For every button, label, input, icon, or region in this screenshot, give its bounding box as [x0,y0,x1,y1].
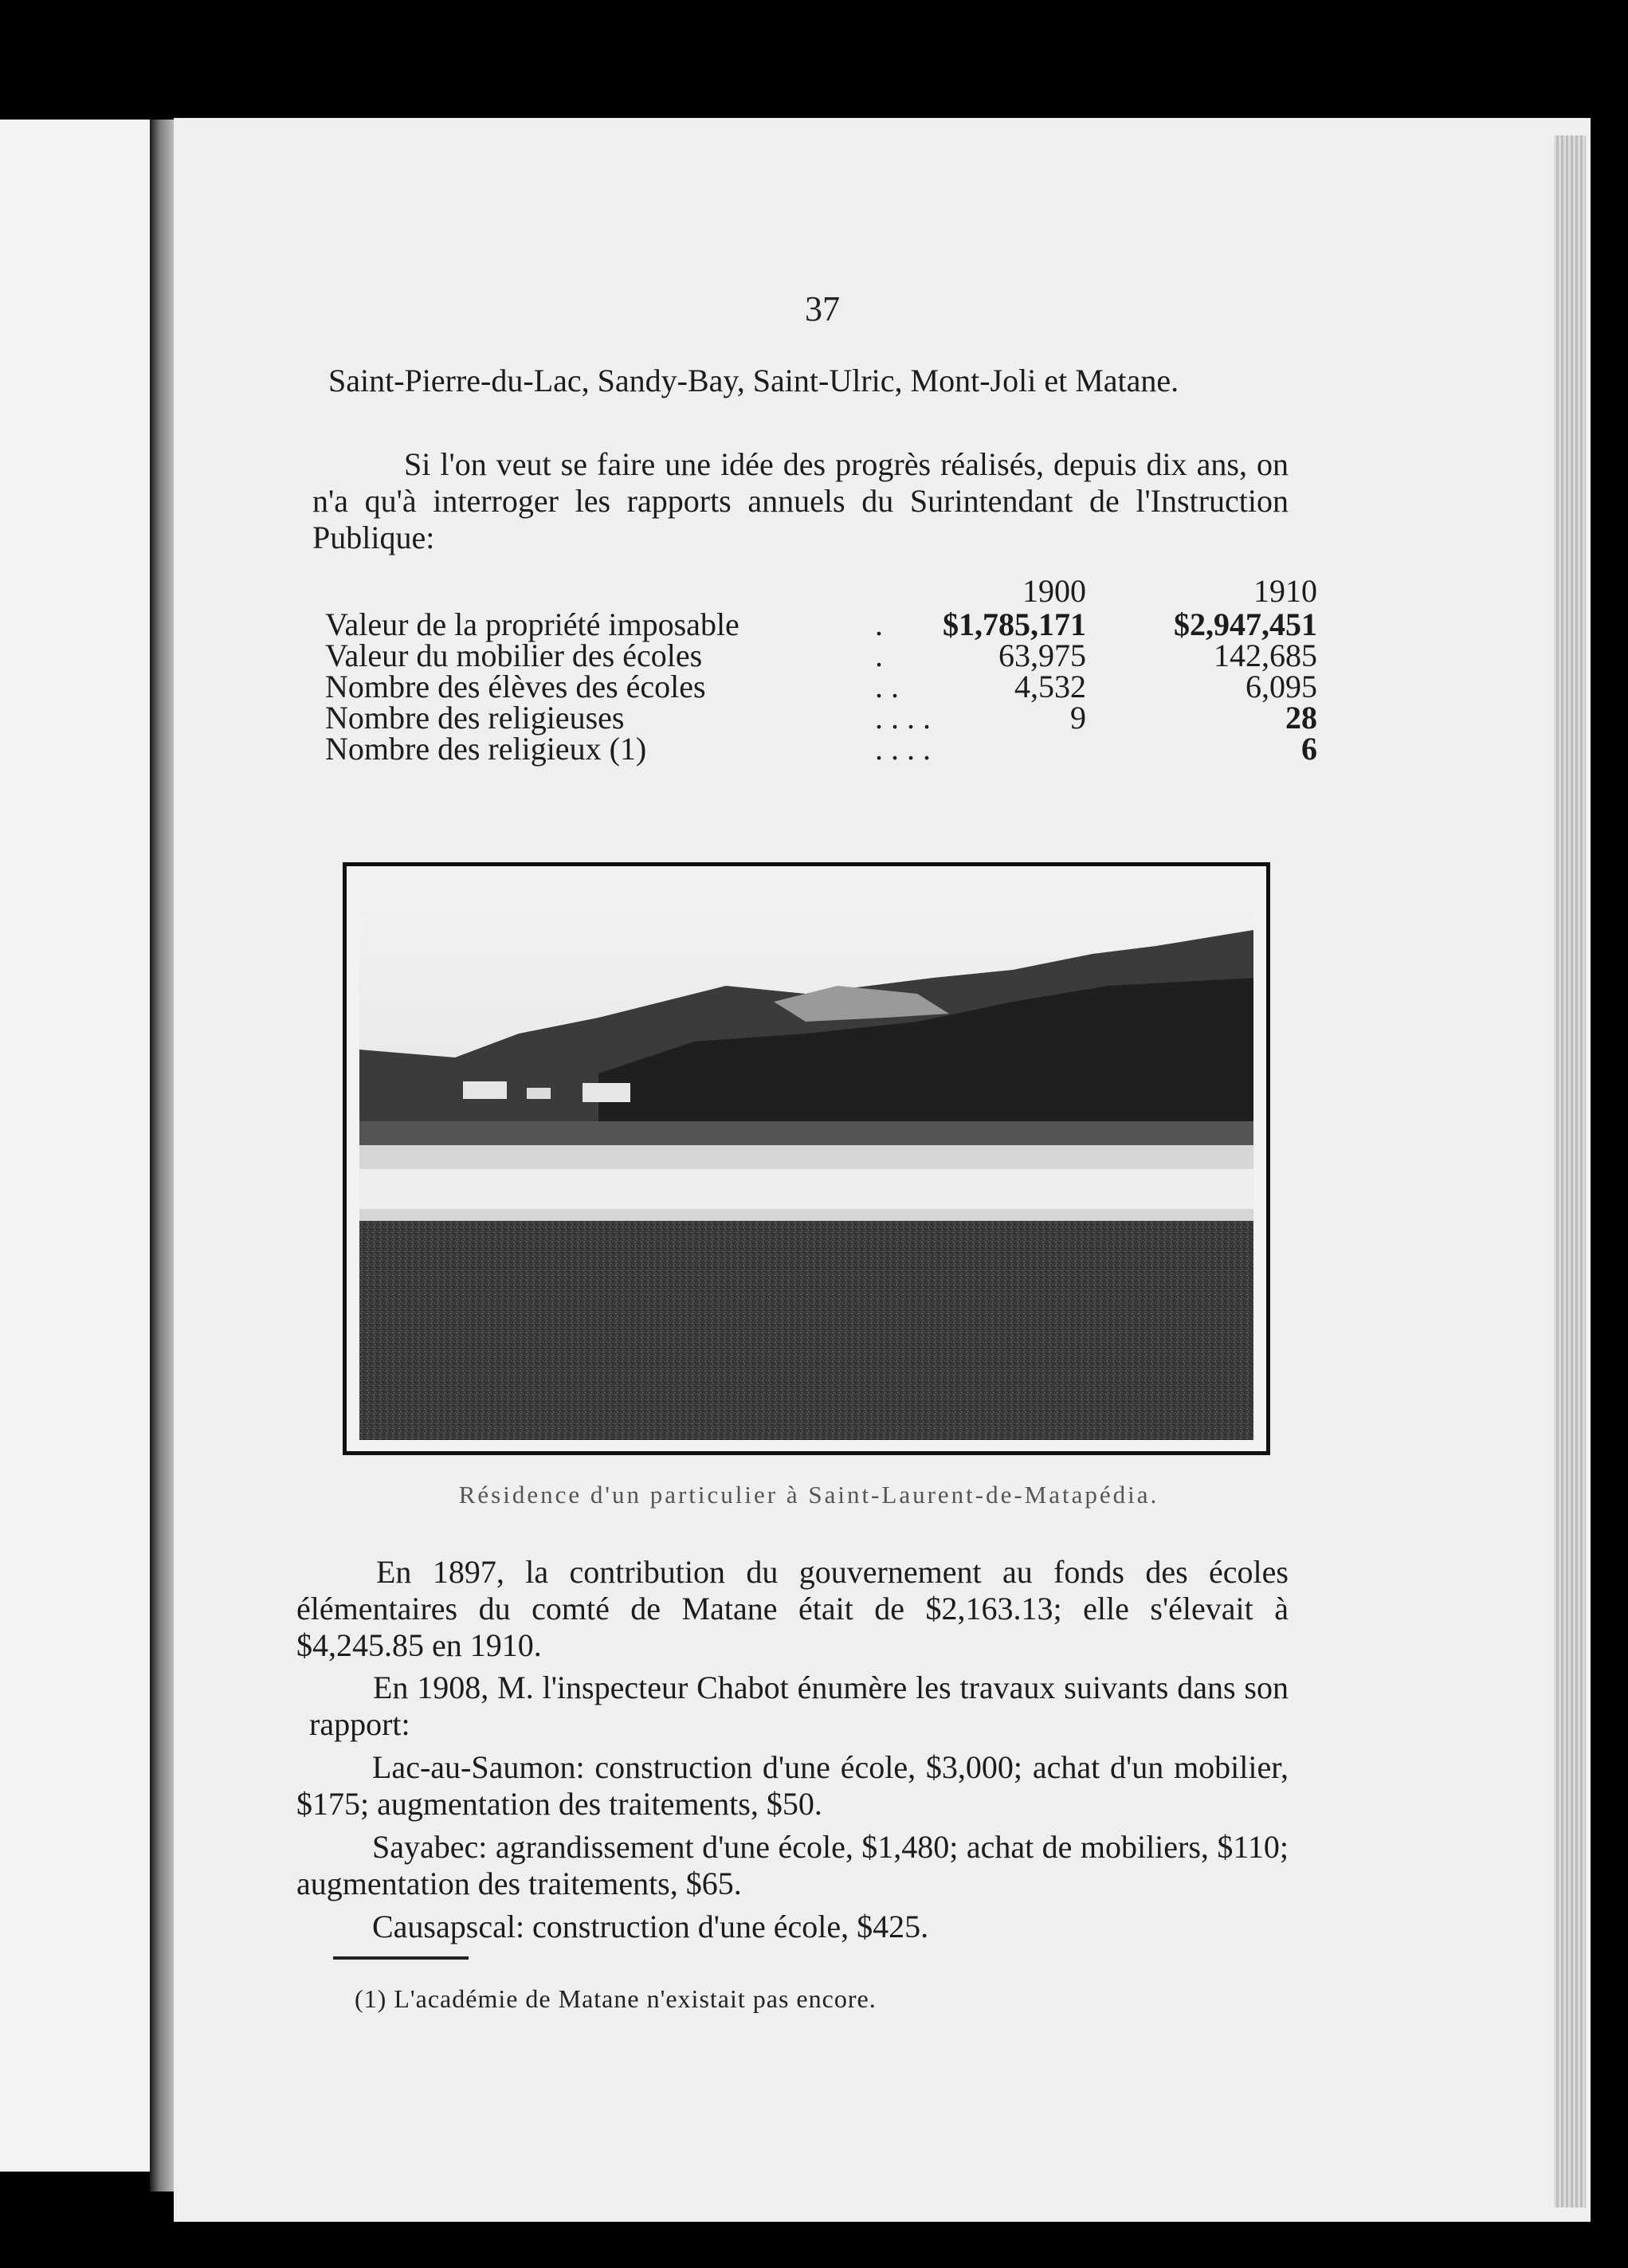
paragraph-causapscal: Causapscal: construction d'une école, $425. [372,1909,929,1944]
value-1910: 142,685 [1214,638,1317,673]
photo-house [583,1083,630,1102]
footnote: (1) L'académie de Matane n'existait pas encore. [355,1984,877,2013]
table-row [325,606,1317,642]
paragraph-lac-au-saumon: Lac-au-Saumon: construction d'une école, $3,000; achat d'un mobilier, $175; augmentation des traitements, $50. [296,1749,1289,1822]
book-gutter [150,120,174,2191]
photo-field [359,1221,1253,1440]
row-label: Valeur du mobilier des écoles [325,638,703,673]
table-row [325,637,1317,673]
photo-house [463,1081,507,1099]
value-1910: $2,947,451 [1174,606,1317,642]
table-row [325,668,1317,704]
value-1900: 9 [1070,700,1086,736]
row-label: Valeur de la propriété imposable [325,606,739,642]
value-1900: 63,975 [998,638,1086,673]
row-label: Nombre des élèves des écoles [325,669,706,704]
facing-page [0,120,150,2172]
landscape-photograph [343,862,1270,1455]
paragraph-question: Si l'on veut se faire une idée des progrès réalisés, depuis dix ans, on n'a qu'à interroger les rapports annuels du Surintendant de l'Instruction Publique: [312,446,1289,555]
dot-leader: . . [875,669,899,704]
table-header-row [325,572,1317,609]
value-1900: $1,785,171 [943,606,1086,642]
header-1910: 1910 [1253,573,1317,609]
dot-leader: . [875,606,883,642]
statistics-table [325,572,1317,767]
dot-leader: . . . . [875,700,931,736]
photo-caption: Résidence d'un particulier à Saint-Laurent-de-Matapédia. [458,1481,1159,1509]
paragraph-intro: Saint-Pierre-du-Lac, Sandy-Bay, Saint-Ulric, Mont-Joli et Matane. [328,363,1179,398]
photo-house [527,1088,551,1099]
value-1910: 6,095 [1246,669,1317,704]
photo-water-band [359,1169,1253,1209]
row-label: Nombre des religieuses [325,700,625,736]
value-1910: 6 [1301,731,1317,767]
page-edges [1554,135,1586,2207]
row-label: Nombre des religieux (1) [325,731,647,767]
paragraph-sayabec: Sayabec: agrandissement d'une école, $1,480; achat de mobiliers, $110; augmentation des traitements, $65. [296,1829,1289,1901]
value-1910: 28 [1285,700,1317,736]
photo-landscape [359,882,1253,1440]
footnote-divider [333,1956,469,1960]
value-1900: 4,532 [1014,669,1086,704]
photo-shoreline [359,1121,1253,1145]
page-number: 37 [805,289,840,328]
table-row [325,699,1317,736]
paragraph-inspector: En 1908, M. l'inspecteur Chabot énumère les travaux suivants dans son rapport: [309,1670,1289,1742]
table-row [325,730,1317,767]
paragraph-contribution: En 1897, la contribution du gouvernement au fonds des écoles élémentaires du comté de Matane était de $2,163.13; elle s'élevait à $4,245.85 en 1910. [296,1554,1289,1663]
header-1900: 1900 [1022,573,1086,609]
dot-leader: . [875,638,883,673]
dot-leader: . . . . [875,731,931,767]
